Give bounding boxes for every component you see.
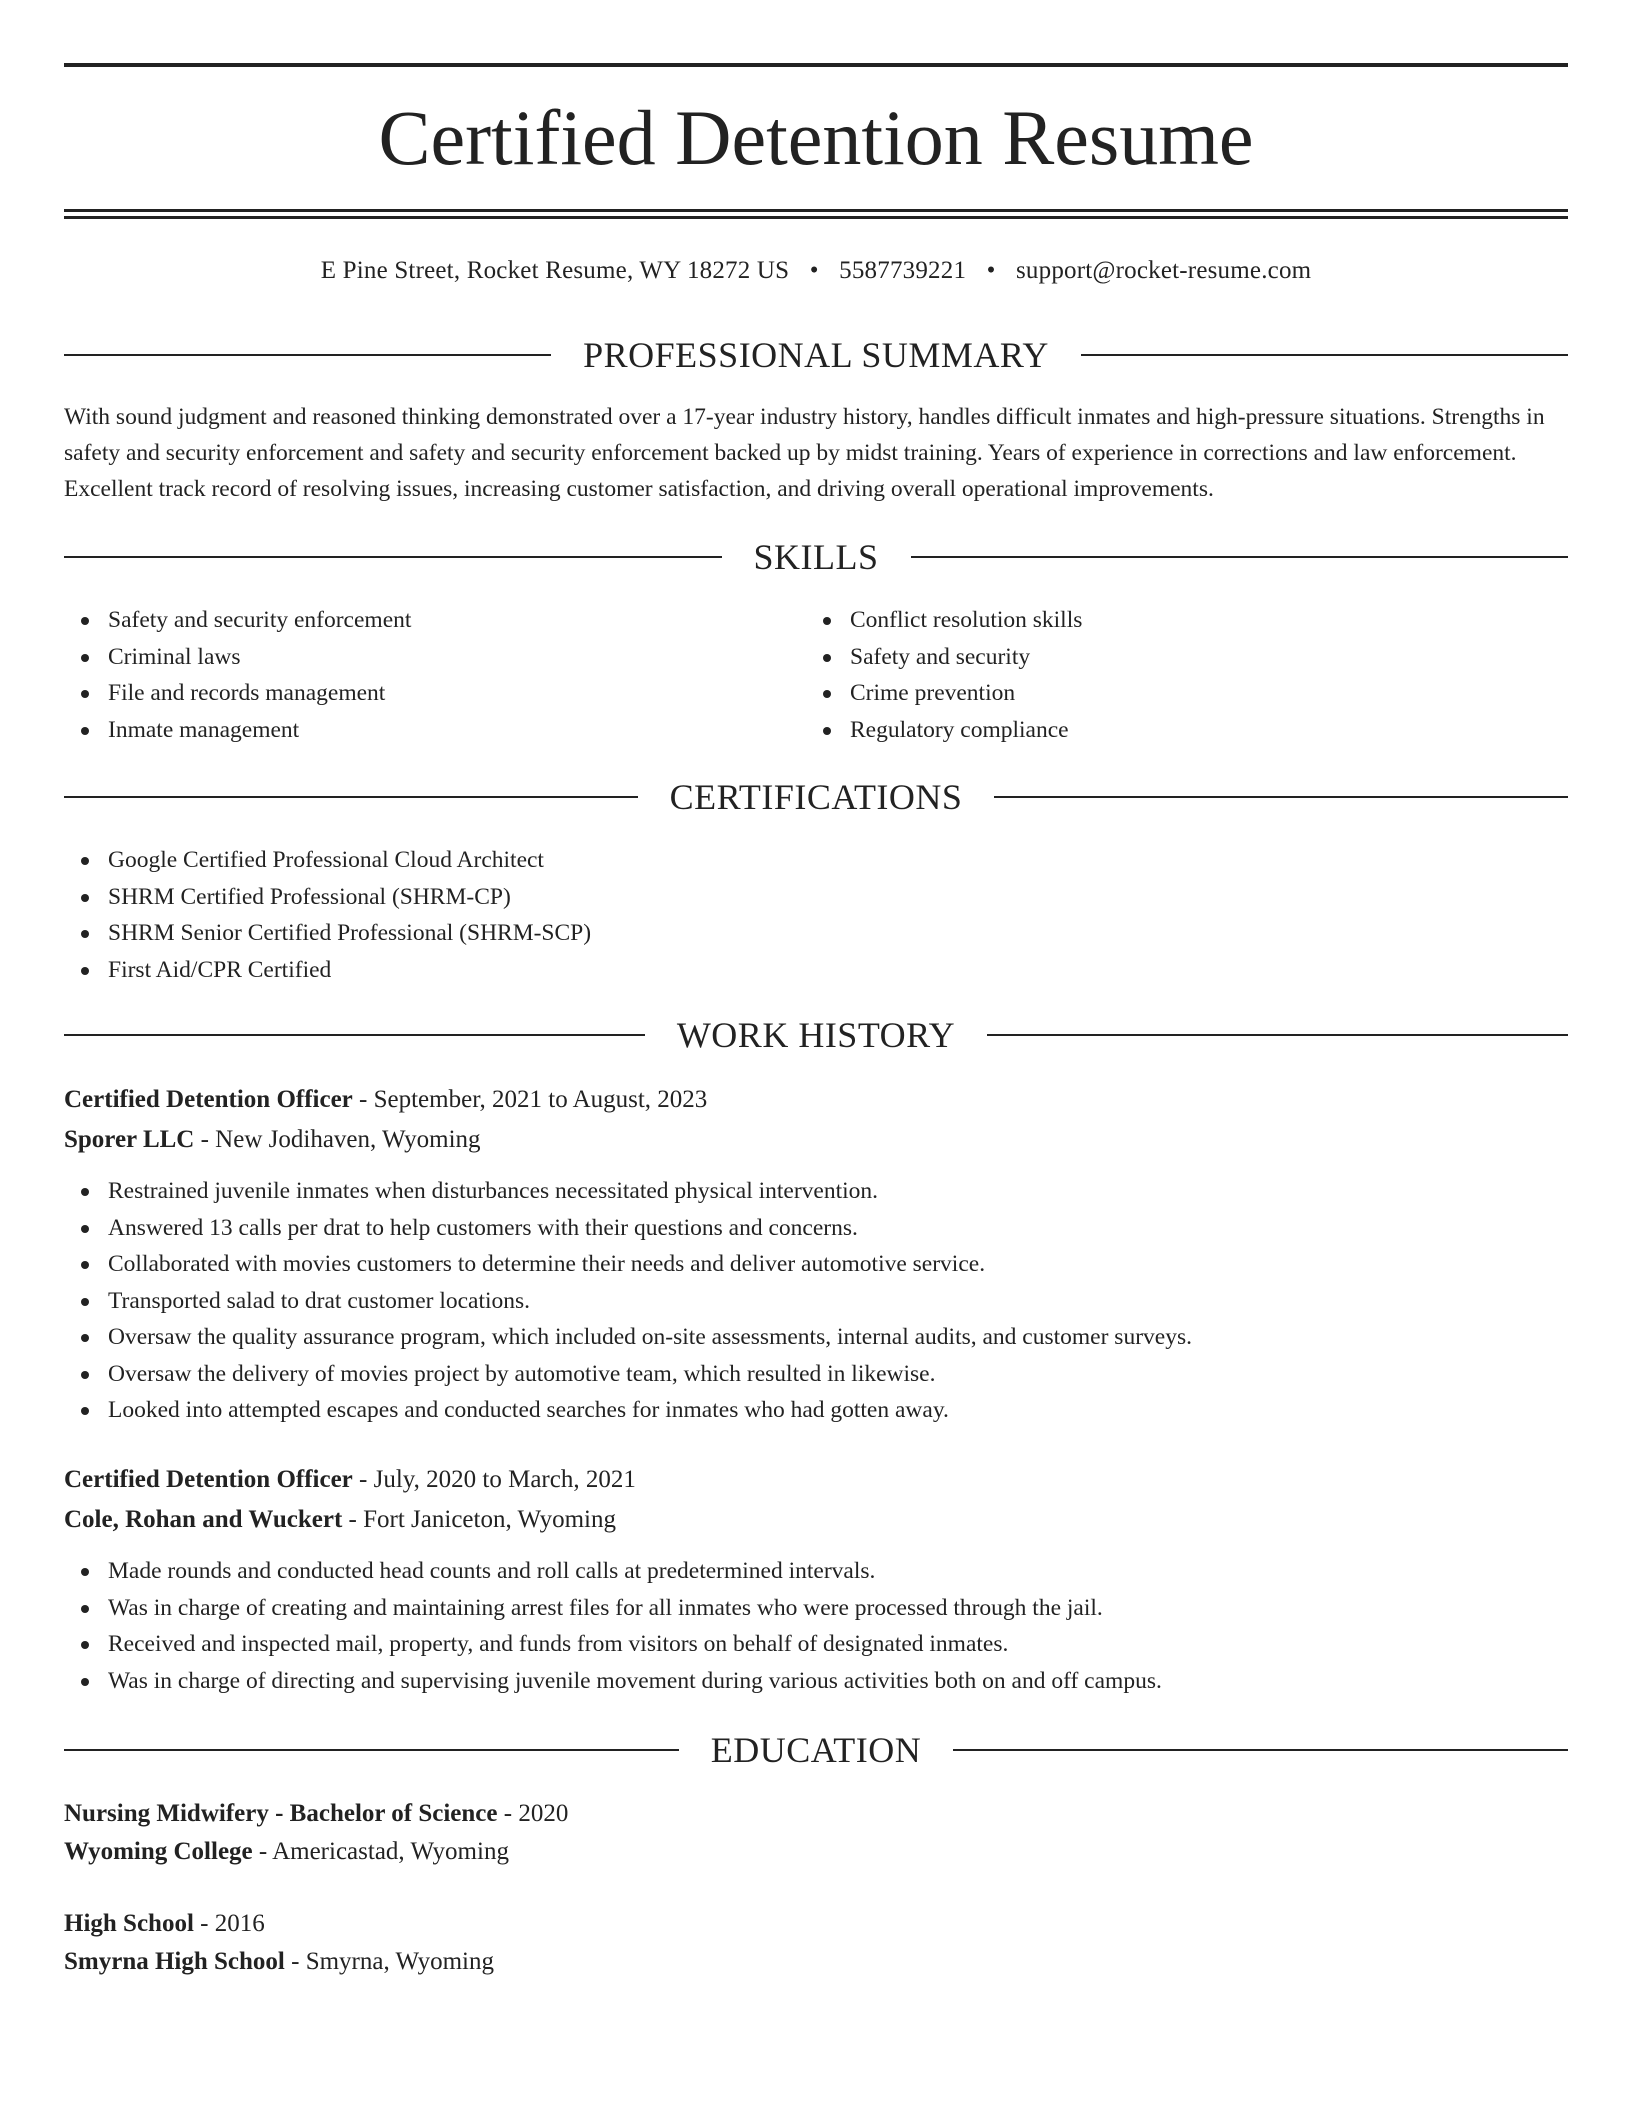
job-company-line <box>64 1120 481 1160</box>
divider <box>1081 354 1568 356</box>
education-year: - 2020 <box>497 1800 569 1827</box>
job-duty-item: Transported salad to drat customer locations. <box>64 1283 1544 1320</box>
skill-item: Crime prevention <box>806 675 1546 712</box>
skills-list-left <box>64 602 804 748</box>
section-header-certifications <box>64 775 1568 819</box>
skill-item: File and records management <box>64 675 804 712</box>
skill-item: Conflict resolution skills <box>806 602 1546 639</box>
job-title-line <box>64 1080 707 1120</box>
job-duty-item: Oversaw the delivery of movies project by automotive team, which resulted in likewise. <box>64 1356 1544 1393</box>
job-location: - Fort Janiceton, Wyoming <box>342 1506 616 1533</box>
title-rule-lower <box>64 216 1568 219</box>
education-school-line <box>64 1832 509 1872</box>
section-header-education <box>64 1728 1568 1772</box>
job-duty-item: Was in charge of directing and supervising juvenile movement during various activities both on and off campus. <box>64 1663 1544 1700</box>
divider <box>64 556 722 558</box>
job-duty-item: Collaborated with movies customers to determine their needs and deliver automotive service. <box>64 1246 1544 1283</box>
skill-item: Safety and security <box>806 639 1546 676</box>
education-school: Smyrna High School <box>64 1948 285 1975</box>
divider <box>994 796 1568 798</box>
education-degree-line <box>64 1794 568 1834</box>
job-duty-item: Received and inspected mail, property, and funds from visitors on behalf of designated inmates. <box>64 1626 1544 1663</box>
divider <box>64 1749 679 1751</box>
section-title: WORK HISTORY <box>676 1015 956 1055</box>
skill-item: Safety and security enforcement <box>64 602 804 639</box>
skill-item: Inmate management <box>64 712 804 749</box>
divider <box>64 1034 645 1036</box>
resume-title: Certified Detention Resume <box>378 94 1254 181</box>
divider <box>987 1034 1568 1036</box>
job-company: Sporer LLC <box>64 1126 195 1153</box>
top-rule <box>64 63 1568 67</box>
contact-address: E Pine Street, Rocket Resume, WY 18272 US <box>320 257 790 284</box>
job-duty-item: Made rounds and conducted head counts and roll calls at predetermined intervals. <box>64 1553 1544 1590</box>
summary-text: With sound judgment and reasoned thinking demonstrated over a 17-year industry history, handles difficult inmates and high-pressure situations. Strengths in safety and security enforcement and safety and security enforcement backed up by midst training. Years of experience in corrections and law enforcement. Excellent track record of resolving issues, increasing customer satisfaction, and driving overall operational improvements. <box>64 404 1545 502</box>
education-school: Wyoming College <box>64 1838 253 1865</box>
certification-item: SHRM Senior Certified Professional (SHRM-SCP) <box>64 915 1264 952</box>
section-title: CERTIFICATIONS <box>669 777 963 817</box>
education-school-line <box>64 1942 494 1982</box>
divider <box>953 1749 1568 1751</box>
contact-phone: 5587739221 <box>839 257 967 284</box>
education-location: - Smyrna, Wyoming <box>284 1948 495 1975</box>
certification-item: Google Certified Professional Cloud Architect <box>64 842 1264 879</box>
education-degree: Nursing Midwifery - Bachelor of Science <box>64 1800 498 1827</box>
job-title: Certified Detention Officer <box>64 1086 353 1113</box>
job-company-line <box>64 1500 616 1540</box>
title-rule-upper <box>64 209 1568 212</box>
section-title: SKILLS <box>753 537 879 577</box>
contact-separator: • <box>986 257 996 284</box>
section-header-skills <box>64 535 1568 579</box>
certification-item: SHRM Certified Professional (SHRM-CP) <box>64 879 1264 916</box>
divider <box>64 796 638 798</box>
job-duty-item: Answered 13 calls per drat to help customers with their questions and concerns. <box>64 1210 1544 1247</box>
job-duties-list <box>64 1173 1544 1429</box>
job-duty-item: Restrained juvenile inmates when disturbances necessitated physical intervention. <box>64 1173 1544 1210</box>
section-title: EDUCATION <box>710 1730 922 1770</box>
certification-item: First Aid/CPR Certified <box>64 952 1264 989</box>
skills-list-right <box>806 602 1546 748</box>
job-dates: - September, 2021 to August, 2023 <box>352 1086 708 1113</box>
job-duty-item: Oversaw the quality assurance program, which included on-site assessments, internal audits, and customer surveys. <box>64 1319 1544 1356</box>
education-location: - Americastad, Wyoming <box>252 1838 509 1865</box>
section-header-summary <box>64 333 1568 377</box>
job-duties-list <box>64 1553 1544 1699</box>
education-year: - 2016 <box>193 1910 265 1937</box>
contact-email: support@rocket-resume.com <box>1016 257 1312 284</box>
job-dates: - July, 2020 to March, 2021 <box>352 1466 636 1493</box>
section-header-work-history <box>64 1013 1568 1057</box>
job-title-line <box>64 1460 636 1500</box>
skill-item: Regulatory compliance <box>806 712 1546 749</box>
section-title: PROFESSIONAL SUMMARY <box>583 335 1049 375</box>
divider <box>911 556 1569 558</box>
job-location: - New Jodihaven, Wyoming <box>194 1126 481 1153</box>
job-duty-item: Was in charge of creating and maintaining arrest files for all inmates who were processed through the jail. <box>64 1590 1544 1627</box>
education-degree-line <box>64 1904 265 1944</box>
certifications-list <box>64 842 1264 988</box>
job-company: Cole, Rohan and Wuckert <box>64 1506 343 1533</box>
skill-item: Criminal laws <box>64 639 804 676</box>
job-duty-item: Looked into attempted escapes and conducted searches for inmates who had gotten away. <box>64 1392 1544 1429</box>
education-degree: High School <box>64 1910 194 1937</box>
job-title: Certified Detention Officer <box>64 1466 353 1493</box>
divider <box>64 354 551 356</box>
contact-separator: • <box>809 257 819 284</box>
contact-line <box>64 255 1568 287</box>
